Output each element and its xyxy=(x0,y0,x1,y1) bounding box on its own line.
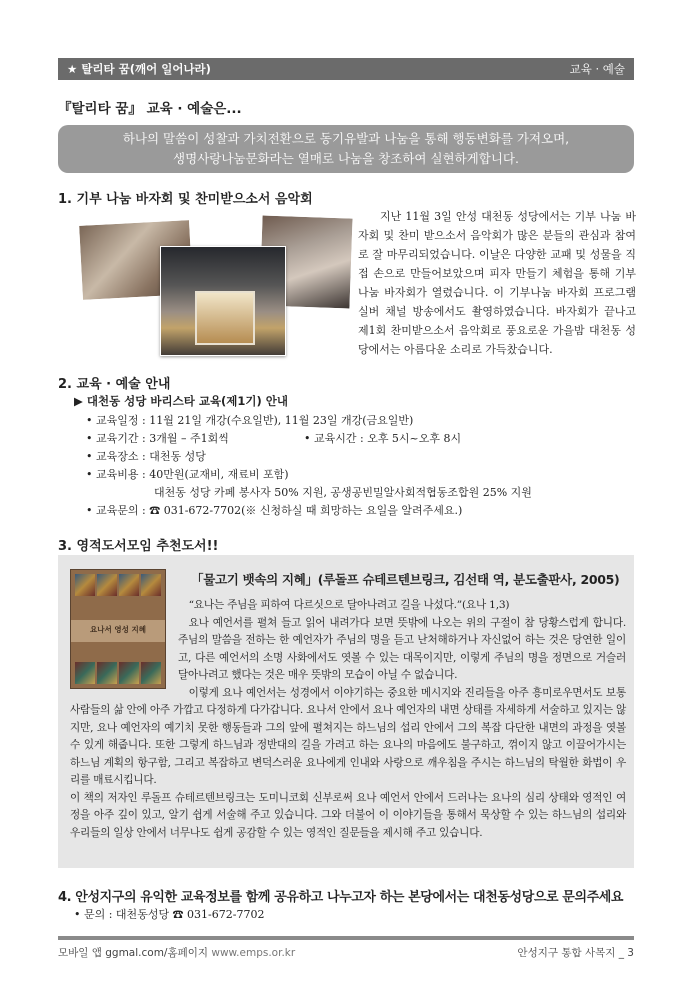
course-schedule: • 교육일정 : 11월 21일 개강(수요일반), 11월 23일 개강(금요일반) xyxy=(86,412,532,430)
footer-left xyxy=(58,945,295,960)
section1-title: 1. 기부 나눔 바자회 및 찬미받으소서 음악회 xyxy=(58,192,313,207)
book-cover-title: 요나서 영성 지혜 xyxy=(90,625,146,634)
book-paragraph-3: 이 책의 저자인 루돌프 슈테르텐브링크는 도미니코회 신부로써 요나 예언서 안에서 드러나는 요나의 심리 상태와 영적인 여정을 아주 깊이 있고, 알기 쉽게 서술해 주고 있습니다. 그와 더불어 이 이야기들을 통해서 묵상할 수 있는 하느님의 섭리와 우리들의 일상 안에서 너무나도 쉽게 공감할 수 있는 영적인 질문들을 제시해 주고 있습니다. xyxy=(70,791,626,839)
section3-title: 3. 영적도서모임 추천도서!! xyxy=(58,539,219,554)
book-heading: 「물고기 뱃속의 지혜」(루돌프 슈테르텐브링크, 김선태 역, 분도출판사, 2005) xyxy=(191,572,620,587)
footer-divider xyxy=(58,936,634,940)
course-fee: • 교육비용 : 40만원(교재비, 재료비 포함) xyxy=(86,466,532,484)
motto-banner xyxy=(58,125,634,173)
motto-line-2: 생명사랑나눔문화라는 열매로 나눔을 창조하여 실현하게합니다. xyxy=(173,151,519,166)
course-details xyxy=(86,412,532,520)
section2-title: 2. 교육 · 예술 안내 xyxy=(58,377,171,392)
homepage-link[interactable]: www.emps.or.kr xyxy=(211,947,296,959)
header-bar xyxy=(58,58,634,80)
course-place: • 교육장소 : 대천동 성당 xyxy=(86,448,532,466)
intro-title: 『탈리타 꿈』 교육 · 예술은... xyxy=(58,101,242,117)
book-paragraph-2: 이렇게 요나 예언서는 성경에서 이야기하는 중요한 메시지와 진리들을 아주 흥미로우면서도 보통 사람들의 삶 안에 아주 가깝고 다정하게 다가갑니다. 요나서 안에서 요나 예언자의 내면 상태를 자세하게 서술하고 있지는 않지만, 요나 예언자의 예기치 못한 행동들과 그의 앞에 펼쳐지는 하느님의 섭리 안에서 그의 복잡 다단한 내면의 과정을 엿볼 수 있게 해줍니다. 또한 그렇게 하느님과 정반대의 길을 가려고 하는 요나의 마음에도 불구하고, 꺾이지 않고 이끌어가시는 하느님 계획의 항구함, 그리고 복잡하고 변덕스러운 요나에게 인내와 사랑으로 깨우침을 주시는 하느님의 탁월한 화법이 우리를 매료시킵니다. xyxy=(70,686,626,786)
category-label: 교육 · 예술 xyxy=(569,62,625,76)
course-period: • 교육기간 : 3개월 – 주1회씩 • 교육시간 : 오후 5시~오후 8시 xyxy=(86,430,532,448)
section4-title: 4. 안성지구의 유익한 교육정보를 함께 공유하고 나누고자 하는 본당에서는 대천동성당으로 문의주세요 xyxy=(58,890,624,905)
book-review-body xyxy=(70,597,626,842)
section1-body: 지난 11월 3일 안성 대천동 성당에서는 기부 나눔 바자회 및 찬미 받으소서 음악회가 많은 분들의 관심과 참여로 잘 마무리되었습니다. 이날은 다양한 교패 및 성물을 직접 손으로 만들어보았으며 피자 만들기 체험을 통해 기부나눔 바자회가 열렸습니다. 이 기부나눔 바자회 프로그램 실버 채널 방송에서도 촬영하였습니다. 바자회가 끝나고 제1회 찬미받으소서 음악회로 풍요로운 가을밤 대천동 성당에서는 아름다운 소리로 가득찼습니다. xyxy=(358,210,636,356)
course-contact: • 교육문의 : ☎ 031-672-7702(※ 신청하실 때 희망하는 요일을 알려주세요.) xyxy=(86,502,532,520)
course-fee-note: 대천동 성당 카페 봉사자 50% 지원, 공생공빈밀알사회적협동조합원 25% 지원 xyxy=(154,486,532,499)
book-recommendation-box xyxy=(58,555,634,868)
book-paragraph-1: 요나 예언서를 펼쳐 들고 읽어 내려가다 보면 뜻밖에 나오는 위의 구절이 참 당황스럽게 합니다. 주님의 말씀을 전하는 한 예언자가 주님의 명을 듣고 난처해하거나 자신없어 하는 것은 당연한 일이고, 다른 예언서의 소명 사화에서도 엿볼 수 있는 대목이지만, 이렇게 주님의 명을 정면으로 거슬러 달아나려고 했다는 것은 매우 뜻밖의 모습이 아닐 수 없습니다. xyxy=(178,616,626,681)
section-label: ★ 탈리타 꿈(깨어 일어나라) xyxy=(67,62,211,76)
course-time: • 교육시간 : 오후 5시~오후 8시 xyxy=(304,432,462,445)
event-photos xyxy=(80,210,350,358)
church-entrance-photo xyxy=(160,246,286,356)
footer-page-label: 안성지구 통합 사목지 _ 3 xyxy=(517,947,634,959)
section4-contact: • 문의 : 대천동성당 ☎ 031-672-7702 xyxy=(74,908,265,921)
book-quote: “요나는 주님을 피하여 다르싯으로 달아나려고 길을 나섰다.”(요나 1,3) xyxy=(188,599,510,611)
motto-line-1: 하나의 말씀이 성찰과 가치전환으로 동기유발과 나눔을 통해 행동변화를 가져오며, xyxy=(122,131,570,146)
barista-course-subtitle: ▶ 대천동 성당 바리스타 교육(제1기) 안내 xyxy=(74,394,289,408)
footer-app-label: 모바일 앱 ggmal.com/홈페이지 xyxy=(58,947,212,959)
